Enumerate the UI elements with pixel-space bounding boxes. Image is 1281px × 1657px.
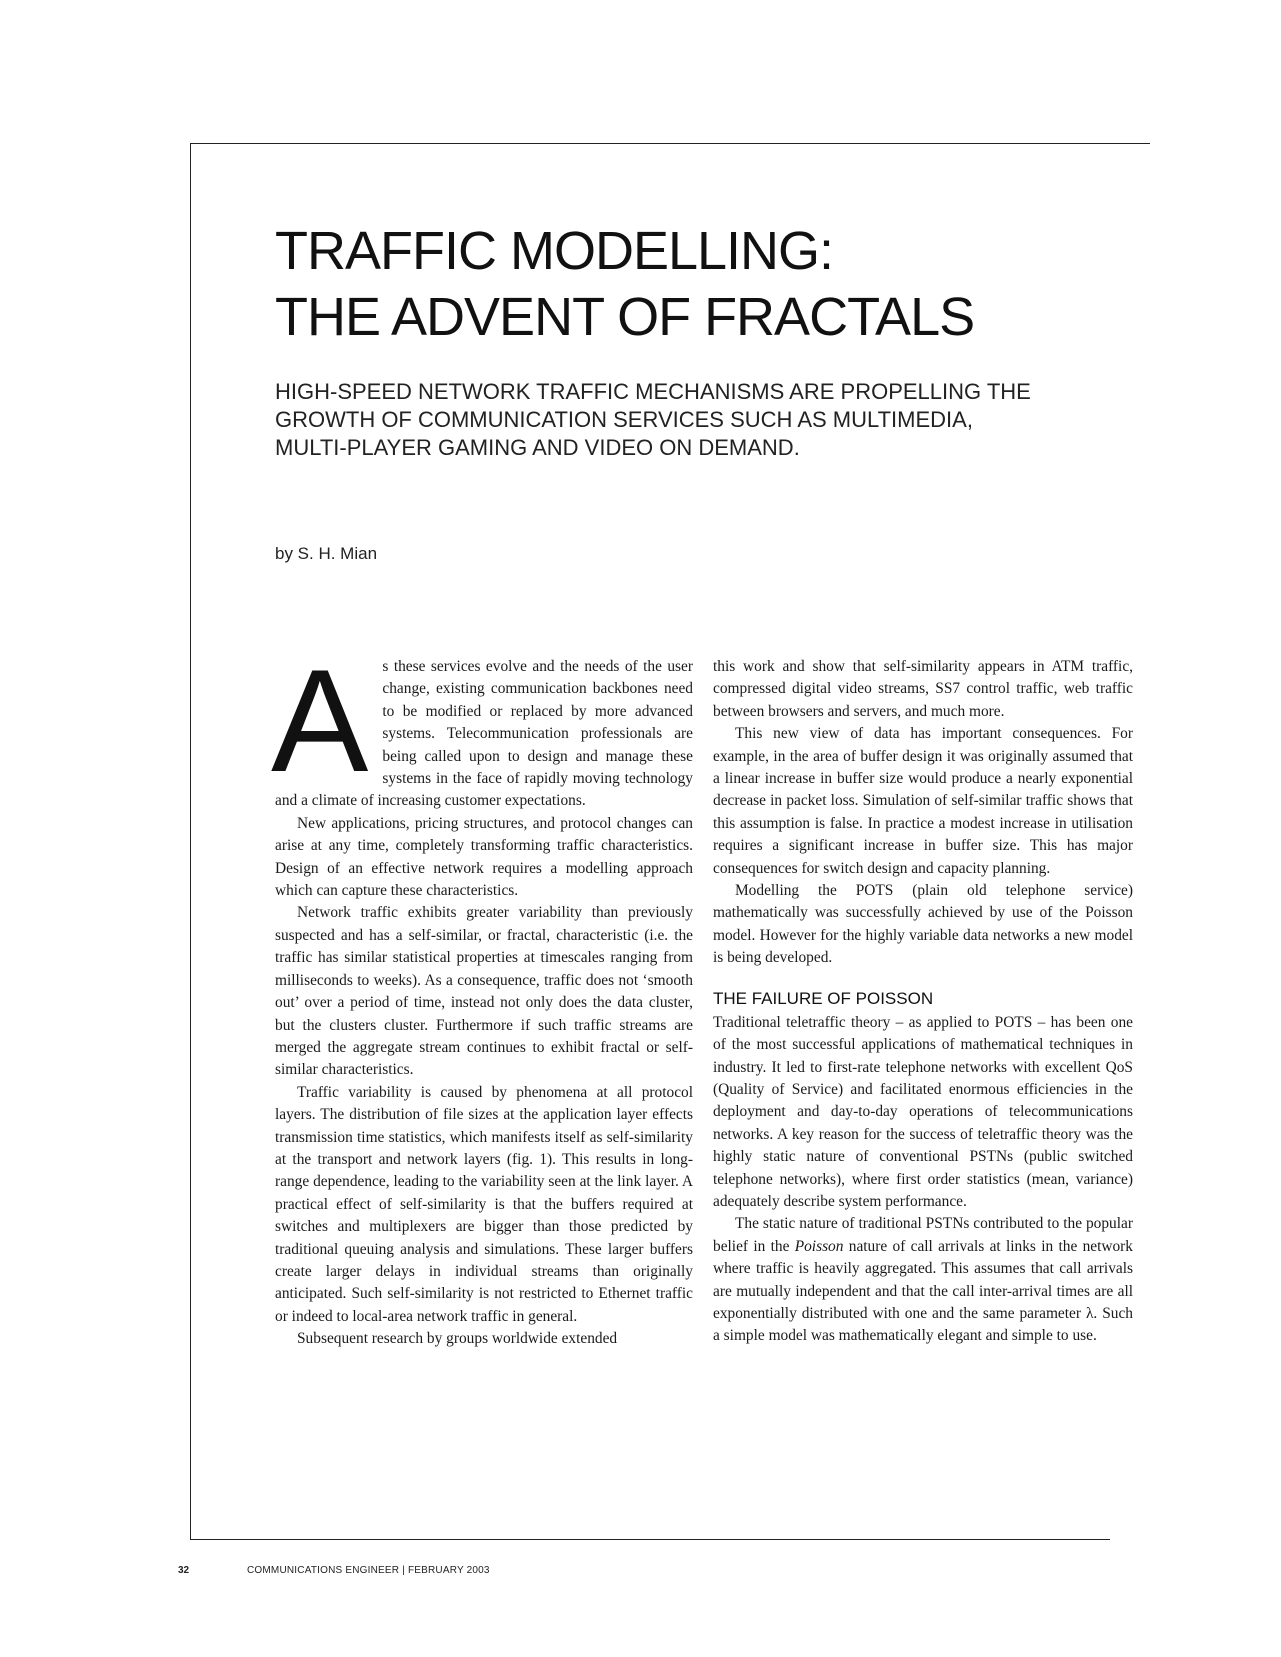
drop-cap: A — [271, 639, 369, 802]
paragraph-2: New applications, pricing structures, and protocol changes can arise at any time, completely transforming traffic characteristics. Design of an effective network requires a modelling approach which can capture these characteristics. — [275, 814, 693, 900]
paragraph-10-text-b: nature of call arrivals at links in the network where traffic is heavily aggregated. This assumes that call arrivals are mutually independent and that the call inter-arrival times are all exponentially distributed with one and the same parameter λ. Such a simple model was mathematically elegant and simple to use. — [713, 1237, 1133, 1345]
left-column — [271, 639, 693, 1351]
frame-top-rule — [190, 143, 1150, 144]
paragraph-10-text-a: The static nature of traditional PSTNs contributed to the popular belief in the — [713, 1215, 1133, 1255]
frame-left-rule — [190, 143, 191, 1539]
poisson-italic: Poisson — [794, 1237, 844, 1255]
title-line-1: TRAFFIC MODELLING: — [275, 221, 834, 281]
article-subtitle: HIGH-SPEED NETWORK TRAFFIC MECHANISMS ARE PROPELLING THE GROWTH OF COMMUNICATION SERVICES SUCH AS MULTIMEDIA, MULTI-PLAYER GAMING AND VIDEO ON DEMAND. — [275, 379, 1031, 460]
section-heading: THE FAILURE OF POISSON — [713, 988, 934, 1008]
paragraph-4: Traffic variability is caused by phenomena at all protocol layers. The distribution of file sizes at the application layer effects transmission time statistics, which manifests itself as self-similarity at the transport and network layers (fig. 1). This results in long-range dependence, leading to the variability seen at the link layer. A practical effect of self-similarity is that the buffers required at switches and multiplexers are bigger than those predicted by traditional queuing analysis and simulations. These larger buffers create larger delays in individual streams than originally anticipated. Such self-similarity is not restricted to Ethernet traffic or indeed to local-area network traffic in general. — [275, 1083, 693, 1325]
paragraph-10 — [713, 1213, 1133, 1347]
journal-footer: COMMUNICATIONS ENGINEER | FEBRUARY 2003 — [247, 1565, 490, 1576]
paragraph-3: Network traffic exhibits greater variability than previously suspected and has a self-similar, or fractal, characteristic (i.e. the traffic has similar statistical properties at timescales ranging from milliseconds to weeks). As a consequence, traffic does not ‘smooth out’ over a period of time, instead not only does the data cluster, but the clusters cluster. Furthermore if such traffic streams are merged the aggregate stream continues to exhibit fractal or self-similar characteristics. — [275, 904, 693, 1079]
paragraph-9: Traditional teletraffic theory – as applied to POTS – has been one of the most successful applications of mathematical techniques in industry. It led to first-rate telephone networks with excellent QoS (Quality of Service) and facilitated enormous efficiencies in the deployment and day-to-day operations of telecommunications networks. A key reason for the success of teletraffic theory was the highly static nature of conventional PSTNs (public switched telephone networks), where first order statistics (mean, variance) adequately describe system performance. — [713, 1013, 1133, 1210]
article-title — [275, 218, 974, 350]
paragraph-1 — [271, 639, 693, 813]
frame-bottom-rule — [190, 1539, 1110, 1540]
byline: by S. H. Mian — [275, 544, 378, 563]
page-number: 32 — [178, 1565, 190, 1576]
paragraph-1-text: s these services evolve and the needs of the user change, existing communication backbones need to be modified or replaced by more advanced systems. Telecommunication professionals are being called upon to design and manage these systems in the face of rapidly moving technology and a climate of increasing customer expectations. — [275, 658, 693, 810]
paragraph-7: This new view of data has important consequences. For example, in the area of buffer design it was originally assumed that a linear increase in buffer size would produce a nearly exponential decrease in packet loss. Simulation of self-similar traffic shows that this assumption is false. In practice a modest increase in utilisation requires a significant increase in buffer size. This has major consequences for switch design and capacity planning. — [713, 725, 1133, 877]
right-column — [713, 656, 1133, 1348]
paragraph-6: this work and show that self-similarity appears in ATM traffic, compressed digital video streams, SS7 control traffic, web traffic between browsers and servers, and much more. — [713, 658, 1133, 720]
paragraph-8: Modelling the POTS (plain old telephone service) mathematically was successfully achieved by use of the Poisson model. However for the highly variable data networks a new model is being developed. — [713, 882, 1133, 967]
title-line-2: THE ADVENT OF FRACTALS — [275, 287, 975, 347]
paragraph-5: Subsequent research by groups worldwide extended — [297, 1330, 618, 1348]
